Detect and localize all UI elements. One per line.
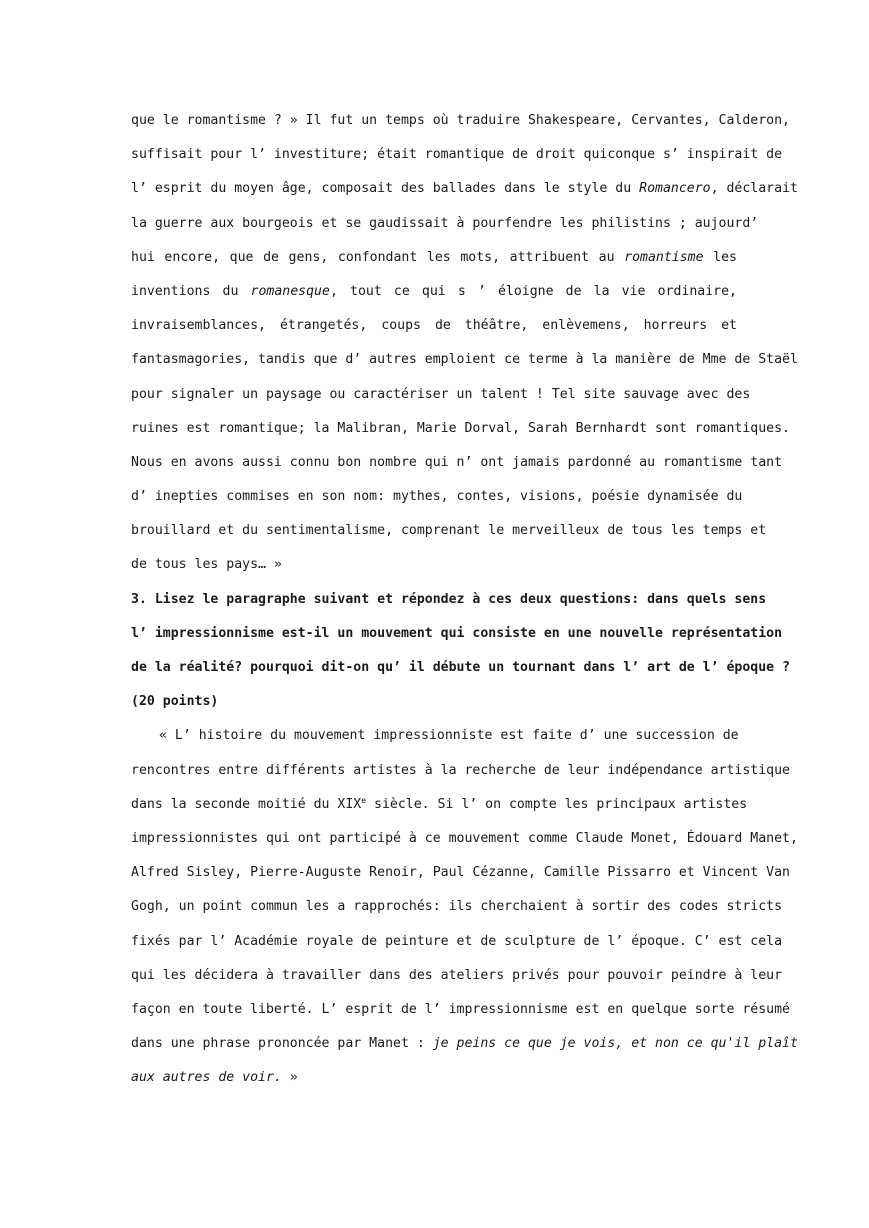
- text-span: « L’ histoire du mouvement impressionniste est faite d’ une succession de: [159, 728, 739, 744]
- text-span: hui encore, que de gens, confondant les mots, attribuent au: [131, 249, 625, 265]
- text-span: la guerre aux bourgeois et se gaudissait à pourfendre les philistins ; aujourd’: [131, 215, 759, 231]
- text-span: inventions du: [131, 283, 251, 299]
- italic-text: aux autres de voir.: [131, 1070, 282, 1086]
- text-line: [131, 1027, 798, 1061]
- text-line: [131, 207, 759, 241]
- text-span: dans une phrase prononcée par Manet :: [131, 1036, 433, 1052]
- text-span: invraisemblances, étrangetés, coups de théâtre, enlèvemens, horreurs et: [131, 318, 737, 334]
- text-line: [131, 548, 737, 582]
- text-line: [131, 651, 790, 685]
- text-span: fixés par l’ Académie royale de peinture et de sculpture de l’ époque. C’ est cela: [131, 933, 783, 949]
- text-span: fantasmagories, tandis que d’ autres emploient ce terme à la manière de Mme de Staël: [131, 352, 798, 368]
- text-span: Gogh, un point commun les a rapprochés: ils cherchaient à sortir des codes stricts: [131, 899, 783, 915]
- text-line: [131, 856, 790, 890]
- text-line: [131, 685, 737, 719]
- text-line: [131, 719, 737, 753]
- text-line: [131, 309, 737, 343]
- text-line: [131, 890, 783, 924]
- superscript: e: [361, 795, 367, 805]
- text-line: [131, 925, 783, 959]
- text-line: [131, 788, 748, 822]
- text-line: [131, 104, 790, 138]
- text-line: [131, 378, 751, 412]
- text-line: [131, 275, 737, 309]
- text-line: [131, 583, 767, 617]
- text-line: [131, 172, 798, 206]
- text-span: l’ esprit du moyen âge, composait des ballades dans le style du: [131, 181, 640, 197]
- text-span: l’ impressionnisme est-il un mouvement qui consiste en une nouvelle représentation: [131, 625, 783, 641]
- text-span: façon en toute liberté. L’ esprit de l’ impressionnisme est en quelque sorte résumé: [131, 1001, 790, 1017]
- text-span: pour signaler un paysage ou caractériser un talent ! Tel site sauvage avec des: [131, 386, 751, 402]
- italic-text: Romancero: [639, 181, 711, 197]
- text-span: ruines est romantique; la Malibran, Marie Dorval, Sarah Bernhardt sont romantiques.: [131, 420, 790, 436]
- text-span: que le romantisme ? » Il fut un temps où traduire Shakespeare, Cervantes, Calderon,: [131, 113, 790, 128]
- text-line: [131, 514, 767, 548]
- text-line: [131, 343, 798, 377]
- text-line: [131, 446, 783, 480]
- italic-text: je peins ce que je vois, et non ce qu'il plaît: [432, 1036, 798, 1052]
- text-span: , tout ce qui s ’ éloigne de la vie ordinaire,: [329, 283, 737, 299]
- text-span: , déclarait: [710, 181, 798, 197]
- text-span: (20 points): [131, 694, 219, 710]
- text-span: impressionnistes qui ont participé à ce mouvement comme Claude Monet, Édouard Manet,: [131, 830, 798, 846]
- text-span: suffisait pour l’ investiture; était romantique de droit quiconque s’ inspirait de: [131, 147, 783, 163]
- text-line: [131, 480, 743, 514]
- text-span: siècle. Si l’ on compte les principaux artistes: [366, 796, 748, 812]
- text-span: les: [703, 249, 737, 265]
- text-span: Nous en avons aussi connu bon nombre qui n’ ont jamais pardonné au romantisme tant: [131, 454, 783, 470]
- text-span: Alfred Sisley, Pierre-Auguste Renoir, Paul Cézanne, Camille Pissarro et Vincent Van: [131, 865, 790, 881]
- text-span: de la réalité? pourquoi dit-on qu’ il débute un tournant dans l’ art de l’ époque ?: [131, 660, 790, 675]
- document-page: [131, 104, 798, 1095]
- text-line: [131, 412, 790, 446]
- text-span: 3. Lisez le paragraphe suivant et répondez à ces deux questions: dans quels sens: [131, 591, 767, 607]
- text-span: rencontres entre différents artistes à la recherche de leur indépendance artistique: [131, 762, 790, 778]
- text-line: [131, 617, 783, 651]
- text-line: [131, 1061, 737, 1095]
- italic-text: romantisme: [624, 249, 704, 265]
- text-span: qui les décidera à travailler dans des ateliers privés pour pouvoir peindre à leur: [131, 967, 783, 983]
- text-line: [131, 138, 783, 172]
- text-line: [131, 993, 790, 1027]
- text-line: [131, 959, 783, 993]
- text-span: dans la seconde moitié du XIX: [131, 796, 362, 812]
- text-line: [131, 241, 737, 275]
- text-line: [131, 754, 790, 788]
- text-span: d’ inepties commises en son nom: mythes, contes, visions, poésie dynamisée du: [131, 489, 743, 505]
- text-span: de tous les pays… »: [131, 557, 282, 573]
- text-span: brouillard et du sentimentalisme, comprenant le merveilleux de tous les temps et: [131, 523, 767, 539]
- italic-text: romanesque: [250, 283, 330, 299]
- text-span: »: [281, 1070, 298, 1086]
- text-line: [131, 822, 798, 856]
